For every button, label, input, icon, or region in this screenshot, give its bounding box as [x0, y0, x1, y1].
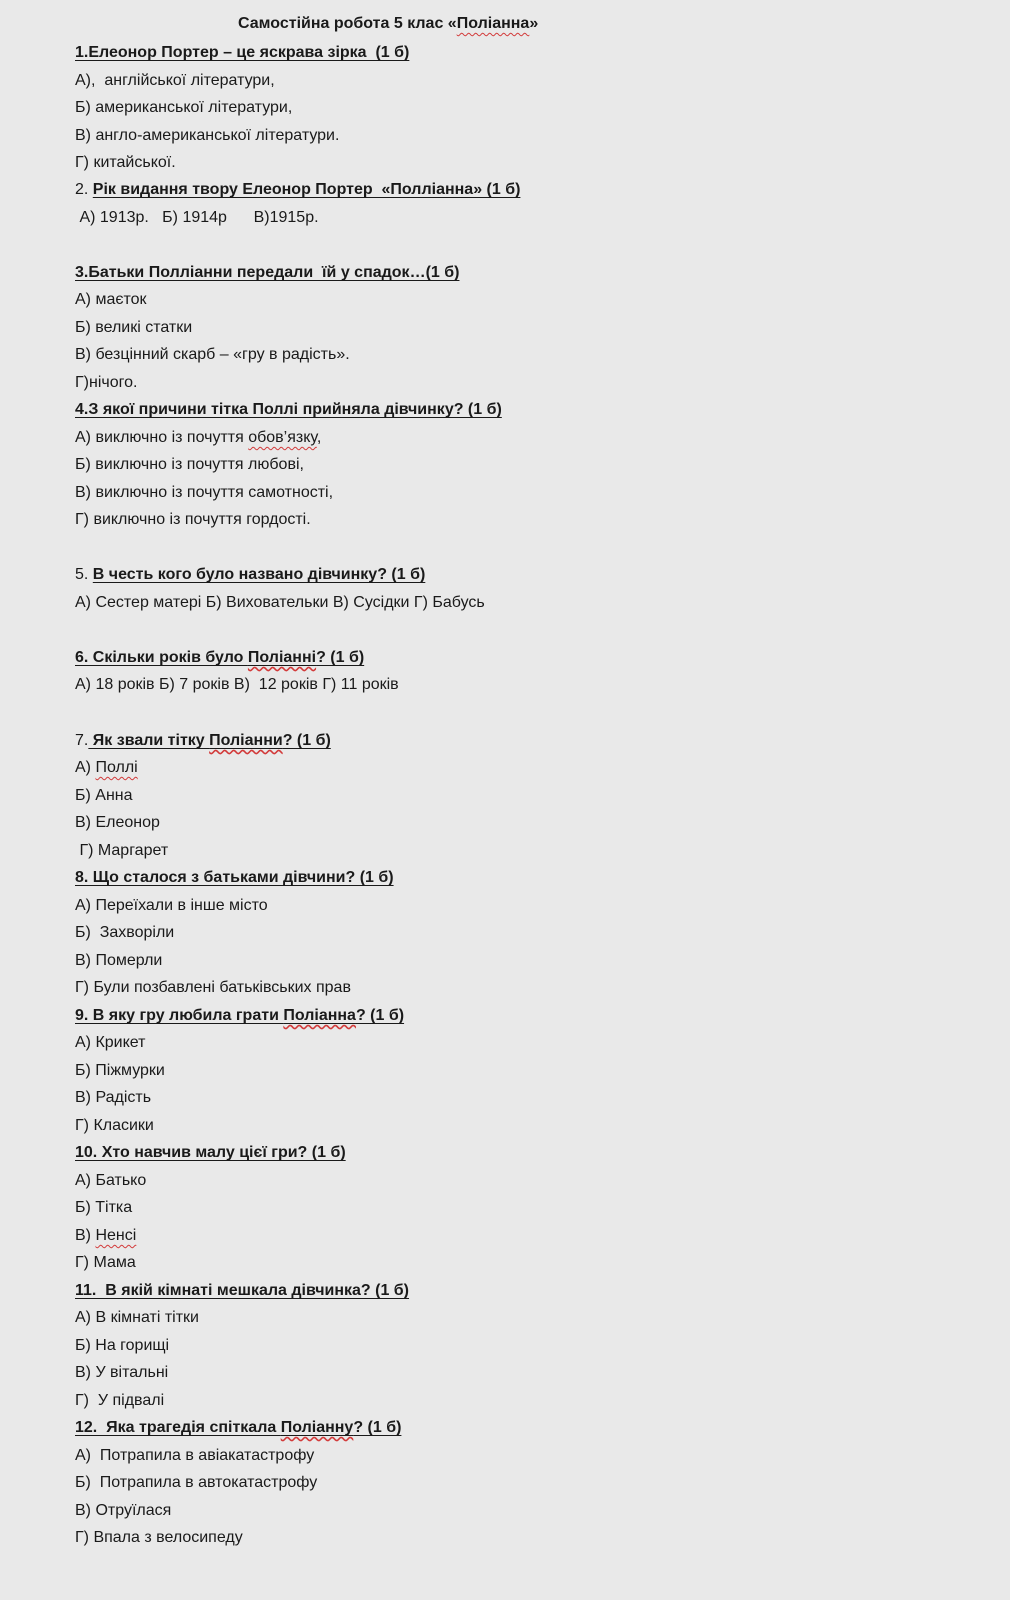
- answer-option: В) Елеонор: [75, 814, 160, 831]
- text-span: ? (1 б): [316, 649, 365, 666]
- question-2: [75, 180, 520, 200]
- answer-option: А) Переїхали в інше місто: [75, 897, 268, 914]
- text-span: 10. Хто навчив малу цієї гри? (1 б): [75, 1144, 346, 1161]
- answer-option: Г) Впала з велосипеду: [75, 1529, 243, 1546]
- text-span: А) виключно із почуття: [75, 429, 249, 446]
- question-10: [75, 1143, 346, 1163]
- answer-option: Г) китайської.: [75, 154, 176, 171]
- text-span: В честь кого було названо дівчинку? (1 б): [92, 566, 426, 583]
- question-1: [75, 43, 409, 63]
- question-8: [75, 868, 394, 888]
- text-span: 5.: [75, 566, 93, 583]
- answer-option: А) Сестер матері Б) Виховательки В) Сусідки Г) Бабусь: [75, 594, 485, 611]
- answer-option: А) маєток: [75, 291, 147, 308]
- text-span: 2.: [75, 181, 93, 198]
- answer-option: А) Батько: [75, 1172, 147, 1189]
- text-span: В): [75, 1227, 96, 1244]
- answer-option: Г) У підвалі: [75, 1392, 165, 1409]
- answer-option: Г) Були позбавлені батьківських прав: [75, 979, 351, 996]
- answer-option: А) Потрапила в авіакатастрофу: [75, 1447, 315, 1464]
- answer-option: Б) великі статки: [75, 319, 193, 336]
- text-span: Рік видання твору Елеонор Портер «Полліанна» (1 б): [92, 181, 521, 198]
- answer-option: А) Крикет: [75, 1034, 146, 1051]
- answer-option: В) безцінний скарб – «гру в радість».: [75, 346, 350, 363]
- answer-option: А) 1913р. Б) 1914р В)1915р.: [75, 209, 319, 226]
- answer-option: [75, 758, 138, 778]
- question-3: [75, 263, 459, 283]
- answer-option: А) В кімнаті тітки: [75, 1309, 199, 1326]
- spellcheck-word: Поліанна: [283, 1007, 356, 1024]
- question-5: [75, 565, 425, 585]
- text-span: Як звали тітку: [88, 732, 210, 749]
- text-span: 9. В яку гру любила грати: [75, 1007, 284, 1024]
- spellcheck-word: Поллі: [95, 759, 138, 776]
- title-prefix: Самостійна робота 5 клас «: [238, 15, 457, 32]
- answer-option: [75, 428, 321, 448]
- spellcheck-word: Ненсі: [95, 1227, 137, 1244]
- answer-option: Г) Класики: [75, 1117, 154, 1134]
- answer-option: Б) Піжмурки: [75, 1062, 165, 1079]
- answer-option: [75, 1226, 136, 1246]
- answer-option: Г) Мама: [75, 1254, 136, 1271]
- text-span: 12. Яка трагедія спіткала: [75, 1419, 281, 1436]
- text-span: 4.З якої причини тітка Поллі прийняла дівчинку? (1 б): [75, 401, 502, 418]
- text-span: 1.Елеонор Портер – це яскрава зірка (1 б): [75, 44, 410, 61]
- text-span: 11. В якій кімнаті мешкала дівчинка? (1 б): [75, 1282, 410, 1299]
- answer-option: Г)нічого.: [75, 374, 138, 391]
- question-11: [75, 1281, 409, 1301]
- question-9: [75, 1006, 404, 1026]
- text-span: 7.: [75, 732, 89, 749]
- answer-option: В) Радість: [75, 1089, 152, 1106]
- text-span: 8. Що сталося з батьками дівчини? (1 б): [75, 869, 394, 886]
- answer-option: В) виключно із почуття самотності,: [75, 484, 334, 501]
- question-6: [75, 648, 364, 668]
- answer-option: В) Отруїлася: [75, 1502, 172, 1519]
- text-span: ? (1 б): [282, 732, 331, 749]
- text-span: ? (1 б): [353, 1419, 402, 1436]
- answer-option: А), англійської літератури,: [75, 72, 275, 89]
- text-span: [75, 1419, 401, 1436]
- spellcheck-word: обов’язку: [248, 429, 317, 446]
- text-span: [88, 732, 330, 749]
- answer-option: Б) Потрапила в автокатастрофу: [75, 1474, 318, 1491]
- answer-option: В) Померли: [75, 952, 163, 969]
- answer-option: Б) Тітка: [75, 1199, 133, 1216]
- answer-option: В) У вітальні: [75, 1364, 169, 1381]
- spellcheck-word: Поліанни: [209, 732, 283, 749]
- answer-option: Б) американської літератури,: [75, 99, 293, 116]
- title-suffix: »: [529, 15, 539, 32]
- answer-option: Б) Захворіли: [75, 924, 175, 941]
- answer-option: Г) Маргарет: [75, 842, 169, 859]
- spellcheck-word: Поліанну: [280, 1419, 354, 1436]
- text-span: [75, 649, 364, 666]
- text-span: 3.Батьки Полліанни передали їй у спадок…(1 б): [75, 264, 460, 281]
- answer-option: В) англо-американської літератури.: [75, 127, 340, 144]
- question-7: [75, 731, 331, 751]
- question-4: [75, 400, 502, 420]
- spellcheck-word: Поліанні: [247, 649, 317, 666]
- text-span: ? (1 б): [355, 1007, 405, 1024]
- text-span: 6. Скільки років було: [75, 649, 248, 666]
- text-span: ,: [316, 429, 322, 446]
- answer-option: Б) На горищі: [75, 1337, 170, 1354]
- question-12: [75, 1418, 401, 1438]
- text-span: А): [75, 759, 96, 776]
- text-span: [75, 1007, 404, 1024]
- answer-option: А) 18 років Б) 7 років В) 12 років Г) 11 років: [75, 676, 399, 693]
- title-word: Поліанна: [456, 15, 530, 32]
- page-title: [238, 15, 538, 33]
- answer-option: Г) виключно із почуття гордості.: [75, 511, 311, 528]
- answer-option: Б) Анна: [75, 787, 133, 804]
- answer-option: Б) виключно із почуття любові,: [75, 456, 304, 473]
